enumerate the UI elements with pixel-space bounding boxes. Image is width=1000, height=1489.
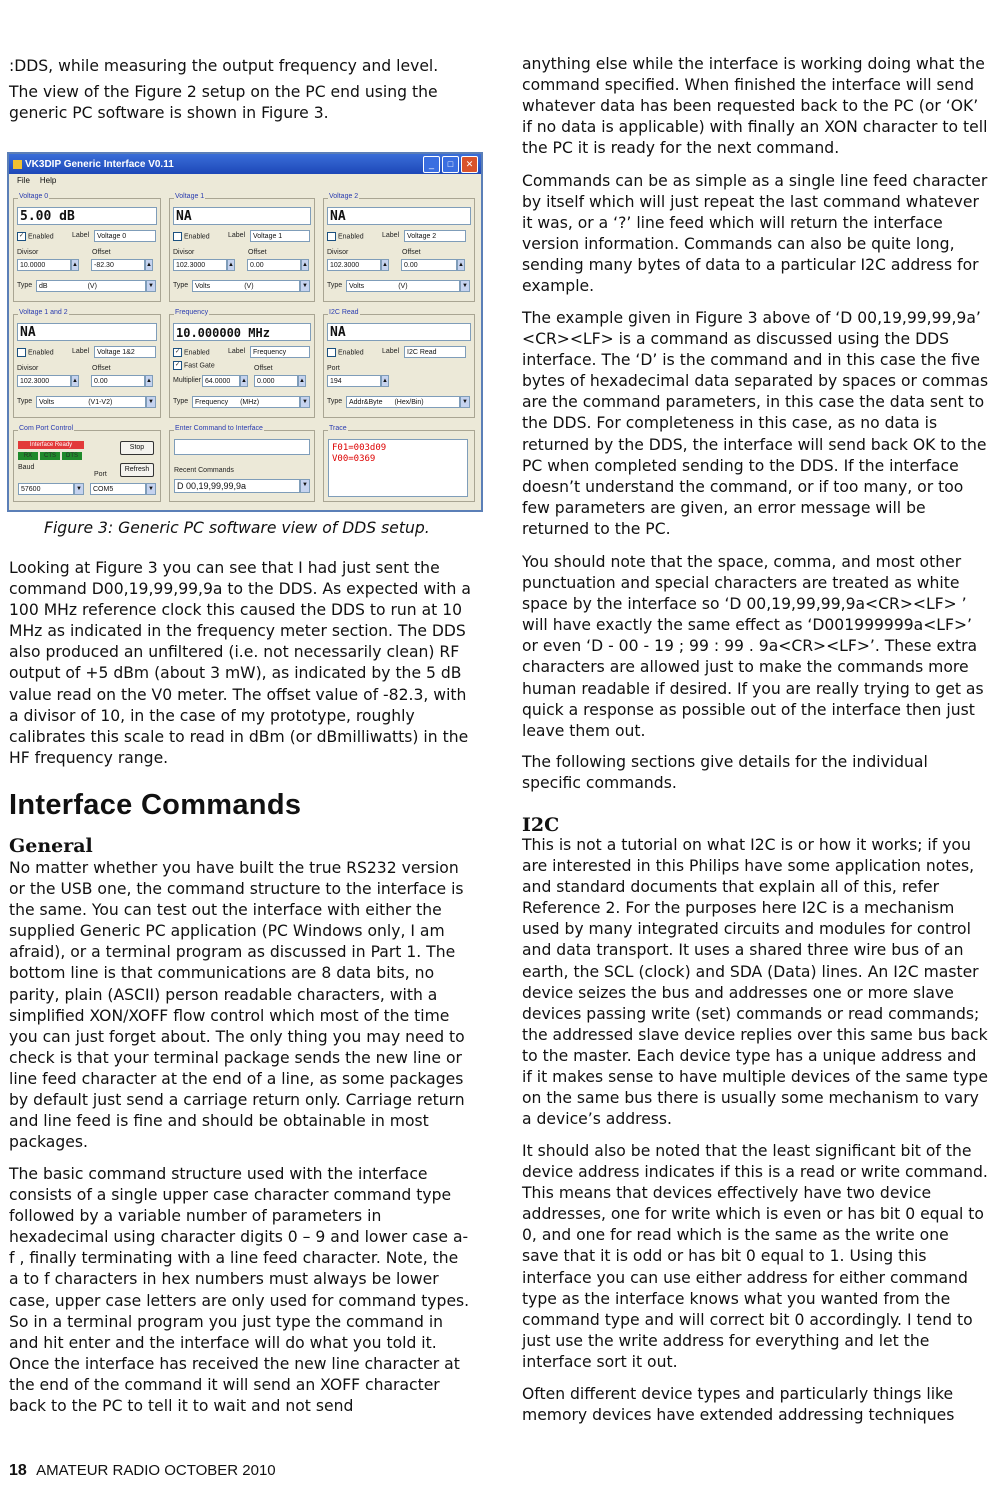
label-caption: Label xyxy=(228,232,246,239)
panel-voltage-1-and-2 xyxy=(13,309,161,418)
frequency-readout: 10.000000 MHz xyxy=(173,323,311,341)
maximize-icon[interactable]: □ xyxy=(442,156,459,173)
offset-caption: Offset xyxy=(92,249,111,256)
stop-button[interactable]: Stop xyxy=(120,441,154,455)
trace-log[interactable] xyxy=(328,439,468,497)
divisor-input[interactable]: 102.3000 xyxy=(173,259,227,271)
divisor-caption: Divisor xyxy=(17,365,39,372)
type-select[interactable]: Frequency (MHz) xyxy=(192,396,300,408)
led-dts: DTS xyxy=(62,452,82,460)
page-number: 18 xyxy=(9,1462,27,1479)
port-select[interactable]: COM5 xyxy=(90,483,146,495)
right-paragraph-3: The example given in Figure 3 above of ‘D 00,19,99,99,9a’ <CR><LF> is a command as discussed using the DDS interface. The ‘D’ is the command and in this case the five bytes of hexadecimal data separated by spaces or commas are the command parameters, in this case the data sent to the DDS. For completeness in this case, as no data is returned by the DDS, the interface will send back OK to the PC when completed sending to the DDS. If the interface doesn’t understand the command, or if too many, or too few parameters are given, an error message will be returned to the PC. xyxy=(522,309,989,538)
type-caption: Type xyxy=(17,398,33,405)
enabled-checkbox[interactable]: Enabled xyxy=(17,348,54,357)
figure-discussion-paragraph: Looking at Figure 3 you can see that I had just sent the command D00,19,99,99,9a to the DDS. As expected with a 100 MHz reference clock this caused the DDS to run at 10 MHz as indicated in the frequency meter section. The DDS also produced an unfiltered (i.e. not necessarily clean) RF output of +5 dBm (about 3 mW), as indicated by the 5 dB value read on the V0 meter. The offset value of -82.3, with a divisor of 10, in the case of my prototype, roughly calibrates this scale to read in dBm (or dBmilliwatts) in the HF frequency range. xyxy=(9,559,471,767)
label-caption: Label xyxy=(72,232,90,239)
recent-commands-select[interactable]: D 00,19,99,99,9a xyxy=(174,479,300,493)
chevron-down-icon[interactable]: ▼ xyxy=(300,479,310,493)
voltage-0-readout: 5.00 dB xyxy=(17,207,157,225)
spin-icon[interactable]: ▲ xyxy=(240,375,248,387)
enabled-checkbox[interactable]: ✓ Enabled xyxy=(174,349,210,357)
enabled-checkbox[interactable]: Enabled xyxy=(173,232,210,241)
command-input[interactable] xyxy=(174,439,310,455)
window-title: VK3DIP Generic Interface V0.11 xyxy=(25,158,174,170)
panel-label: Voltage 0 xyxy=(19,193,49,200)
intro-paragraph-1: :DDS, while measuring the output frequency and level. xyxy=(9,57,439,75)
offset-input[interactable]: 0.00 xyxy=(401,259,457,271)
panel-voltage-1 xyxy=(169,193,315,302)
i2c-paragraph-1: This is not a tutorial on what I2C is or how it works; if you are interested in this Philips have some application notes, and standard documents that explain all of this, refer Reference 2. For the purposes here I2C is a mechanism used by many integrated circuits and modules for control and data transport. It uses a shared three wire bus of an earth, the SCL (clock) and SDA (Data) lines. An I2C master device seizes the bus and addresses one or more slave devices passing write (set) commands or read commands; the addressed slave device replies over this same bus back to the master. Each device type has a unique address and if it makes sense to have multiple devices of the same type on the same bus there is usually some mechanism to vary a device’s address. xyxy=(522,836,988,1129)
divisor-input[interactable]: 102.3000 xyxy=(327,259,381,271)
spin-icon[interactable]: ▲ xyxy=(381,375,389,387)
divisor-caption: Divisor xyxy=(327,249,349,256)
panel-label: Voltage 1 xyxy=(175,193,205,200)
offset-caption: Offset xyxy=(402,249,421,256)
panel-trace xyxy=(323,425,475,502)
divisor-caption: Divisor xyxy=(173,249,195,256)
spin-icon[interactable]: ▲ xyxy=(145,259,153,271)
enabled-checkbox[interactable]: Enabled xyxy=(327,348,364,357)
refresh-button[interactable]: Refresh xyxy=(120,463,154,477)
voltage-1-and-2-readout: NA xyxy=(17,323,157,341)
software-screenshot xyxy=(7,152,483,512)
type-caption: Type xyxy=(327,398,343,405)
label-caption: Label xyxy=(72,348,90,355)
divisor-caption: Divisor xyxy=(17,249,39,256)
chevron-down-icon[interactable]: ▼ xyxy=(300,280,310,292)
chevron-down-icon[interactable]: ▼ xyxy=(74,483,84,495)
recent-caption: Recent Commands xyxy=(174,467,234,474)
port-caption: Port xyxy=(327,365,340,372)
general-paragraph-1: No matter whether you have built the true RS232 version or the USB one, the command structure to the interface is the same. You can test out the interface with either the supplied Generic PC application (PC Windows only, I am afraid), or a terminal program as discussed in Part 1. The bottom line is that communications are 8 data bits, no parity, plain (ASCII) person readable characters, with a simplified XON/XOFF flow control which most of the time you can just forget about. The only thing you may need to check is that your terminal package sends the new line or line feed character at the end of a line, as some packages by default just send a carriage return only. Carriage return and line feed is fine and should be obtainable in most packages. xyxy=(9,859,465,1152)
right-paragraph-2: Commands can be as simple as a single line feed character by itself which will just repeat the last command whatever it was, or a ‘?’ line feed which will return the interface version information. Commands can also be quite long, sending many bytes of data to a particular I2C address for example. xyxy=(522,172,988,296)
i2c-heading: I2C xyxy=(522,814,560,836)
multiplier-input[interactable]: 64.0000 xyxy=(202,375,240,387)
panel-label: Enter Command to Interface xyxy=(175,425,263,432)
close-icon[interactable]: ✕ xyxy=(461,156,478,173)
panel-i2c-read xyxy=(323,309,475,418)
voltage-1-readout: NA xyxy=(173,207,311,225)
panel-command xyxy=(169,425,315,502)
type-caption: Type xyxy=(327,282,343,289)
type-select[interactable]: dB (V) xyxy=(36,280,146,292)
label-caption: Label xyxy=(382,348,400,355)
label-input[interactable]: Voltage 0 xyxy=(94,230,156,242)
label-input[interactable]: Voltage 1 xyxy=(250,230,310,242)
menu-bar xyxy=(9,174,481,186)
divisor-input[interactable]: 10.0000 xyxy=(17,259,71,271)
chevron-down-icon[interactable]: ▼ xyxy=(460,280,470,292)
window-titlebar xyxy=(9,154,481,174)
divisor-input[interactable]: 102.3000 xyxy=(17,375,71,387)
trace-line: F01=003d09 xyxy=(332,443,387,453)
status-indicator: Interface Ready xyxy=(18,441,84,449)
label-input[interactable]: Voltage 2 xyxy=(404,230,466,242)
right-paragraph-1: anything else while the interface is working doing what the command specified. When finished the interface will send whatever data has been requested back to the PC (or ‘OK’ if no data is applicable) with finally an XON character to tell the PC it is ready for the next command. xyxy=(522,55,988,158)
port-caption: Port xyxy=(94,471,107,478)
spin-icon[interactable]: ▲ xyxy=(381,259,389,271)
led-cts: CTS xyxy=(40,452,60,460)
i2c-readout: NA xyxy=(327,323,471,341)
panel-label: Trace xyxy=(329,425,347,432)
subheading-general: General xyxy=(9,835,93,857)
panel-label: Com Port Control xyxy=(19,425,74,432)
type-caption: Type xyxy=(173,398,189,405)
led-rx: RX xyxy=(18,452,38,460)
type-select[interactable]: Volts (V1-V2) xyxy=(36,396,146,408)
general-paragraph-2: The basic command structure used with the interface consists of a single upper case character command type followed by a variable number of parameters in hexadecimal using character digits 0 – 9 and lower case a-f , finally terminating with a line feed character. Note, the a to f characters in hex numbers must always be lower case, upper case letters are only used for command types. So in a terminal program you just type the command in and hit enter and the interface will do what you told it. Once the interface has received the new line character at the end of the command it will send an XOFF character back to the PC to tell it to wait and not send xyxy=(9,1165,470,1416)
section-heading: Interface Commands xyxy=(9,789,302,821)
panel-label: Voltage 2 xyxy=(329,193,359,200)
type-select[interactable]: Volts (V) xyxy=(192,280,300,292)
spin-icon[interactable]: ▲ xyxy=(457,259,465,271)
offset-caption: Offset xyxy=(254,365,273,372)
chevron-down-icon[interactable]: ▼ xyxy=(146,280,156,292)
check-icon: ✓ xyxy=(18,233,25,239)
panel-frequency xyxy=(169,309,315,418)
chevron-down-icon[interactable]: ▼ xyxy=(460,396,470,408)
right-paragraph-5: The following sections give details for the individual specific commands. xyxy=(522,753,928,793)
offset-input[interactable]: 0.000 xyxy=(254,375,298,387)
panel-com-port xyxy=(13,425,161,502)
panel-label: I2C Read xyxy=(329,309,359,316)
offset-input[interactable]: -82.30 xyxy=(91,259,145,271)
label-caption: Label xyxy=(382,232,400,239)
chevron-down-icon[interactable]: ▼ xyxy=(300,396,310,408)
spin-icon[interactable]: ▲ xyxy=(71,375,79,387)
trace-line: V00=0369 xyxy=(332,454,376,464)
enabled-checkbox[interactable]: ✓ Enabled xyxy=(18,233,54,241)
port-input[interactable]: 194 xyxy=(327,375,381,387)
type-select[interactable]: Addr&Byte (Hex/Bin) xyxy=(346,396,460,408)
i2c-paragraph-2: It should also be noted that the least significant bit of the device address indicates if this is a read or write command. This means that devices effectively have two device addresses, one for write which is even or has bit 0 equal to 0, and one for read which is the same as the write one save that it is odd or has bit 0 equal to 1. Using this interface you can use either address for either command type as the interface knows what you wanted from the command type and will correct bit 0 accordingly. I tend to just use the write address for everything and let the interface sort it out. xyxy=(522,1142,988,1371)
chevron-down-icon[interactable]: ▼ xyxy=(146,396,156,408)
multiplier-caption: Multiplier xyxy=(173,377,202,384)
panel-label: Voltage 1 and 2 xyxy=(19,309,68,316)
menu-help[interactable]: Help xyxy=(39,175,57,185)
minimize-icon[interactable]: _ xyxy=(423,156,440,173)
baud-select[interactable]: 57600 xyxy=(18,483,74,495)
spin-icon[interactable]: ▲ xyxy=(71,259,79,271)
spin-icon[interactable]: ▲ xyxy=(145,375,153,387)
check-icon: ✓ xyxy=(174,362,181,368)
type-select[interactable]: Volts (V) xyxy=(346,280,460,292)
figure-caption: Figure 3: Generic PC software view of DDS setup. xyxy=(44,519,430,537)
voltage-2-readout: NA xyxy=(327,207,471,225)
type-caption: Type xyxy=(17,282,33,289)
app-icon xyxy=(13,160,22,169)
chevron-down-icon[interactable]: ▼ xyxy=(146,483,156,495)
spin-icon[interactable]: ▲ xyxy=(301,259,309,271)
right-paragraph-4: You should note that the space, comma, and most other punctuation and special characters are treated as white space by the interface so ‘D 00,19,99,99,9a<CR><LF> ’ will have exactly the same effect as ‘D001999999a<LF>’ or even ‘D - 00 - 19 ; 99 : 99 . 9a<CR><LF>’. These extra characters are allowed just to make the commands more human readable if desired. If you are really trying to get as quick a response as possible out of the interface then just leave them out. xyxy=(522,553,984,740)
panel-voltage-2 xyxy=(323,193,475,302)
spin-icon[interactable]: ▲ xyxy=(227,259,235,271)
label-input[interactable]: Voltage 1&2 xyxy=(94,346,156,358)
baud-caption: Baud xyxy=(18,464,35,471)
offset-caption: Offset xyxy=(92,365,111,372)
fast-gate-checkbox[interactable]: ✓ Fast Gate xyxy=(174,362,215,370)
i2c-paragraph-3: Often different device types and particularly things like memory devices have extended addressing techniques xyxy=(522,1385,955,1425)
label-input[interactable]: I2C Read xyxy=(404,346,466,358)
offset-input[interactable]: 0.00 xyxy=(91,375,145,387)
page-footer xyxy=(9,1462,276,1480)
label-caption: Label xyxy=(228,348,246,355)
type-caption: Type xyxy=(173,282,189,289)
offset-caption: Offset xyxy=(248,249,267,256)
check-icon: ✓ xyxy=(174,349,181,355)
panel-voltage-0 xyxy=(13,193,161,302)
menu-file[interactable]: File xyxy=(17,175,30,185)
publication-name: AMATEUR RADIO OCTOBER 2010 xyxy=(36,1462,276,1479)
spin-icon[interactable]: ▲ xyxy=(298,375,306,387)
panel-label: Frequency xyxy=(175,309,209,316)
enabled-checkbox[interactable]: Enabled xyxy=(327,232,364,241)
intro-paragraph-2: The view of the Figure 2 setup on the PC end using the generic PC software is shown in Figure 3. xyxy=(9,83,438,123)
label-input[interactable]: Frequency xyxy=(250,346,310,358)
offset-input[interactable]: 0.00 xyxy=(247,259,301,271)
